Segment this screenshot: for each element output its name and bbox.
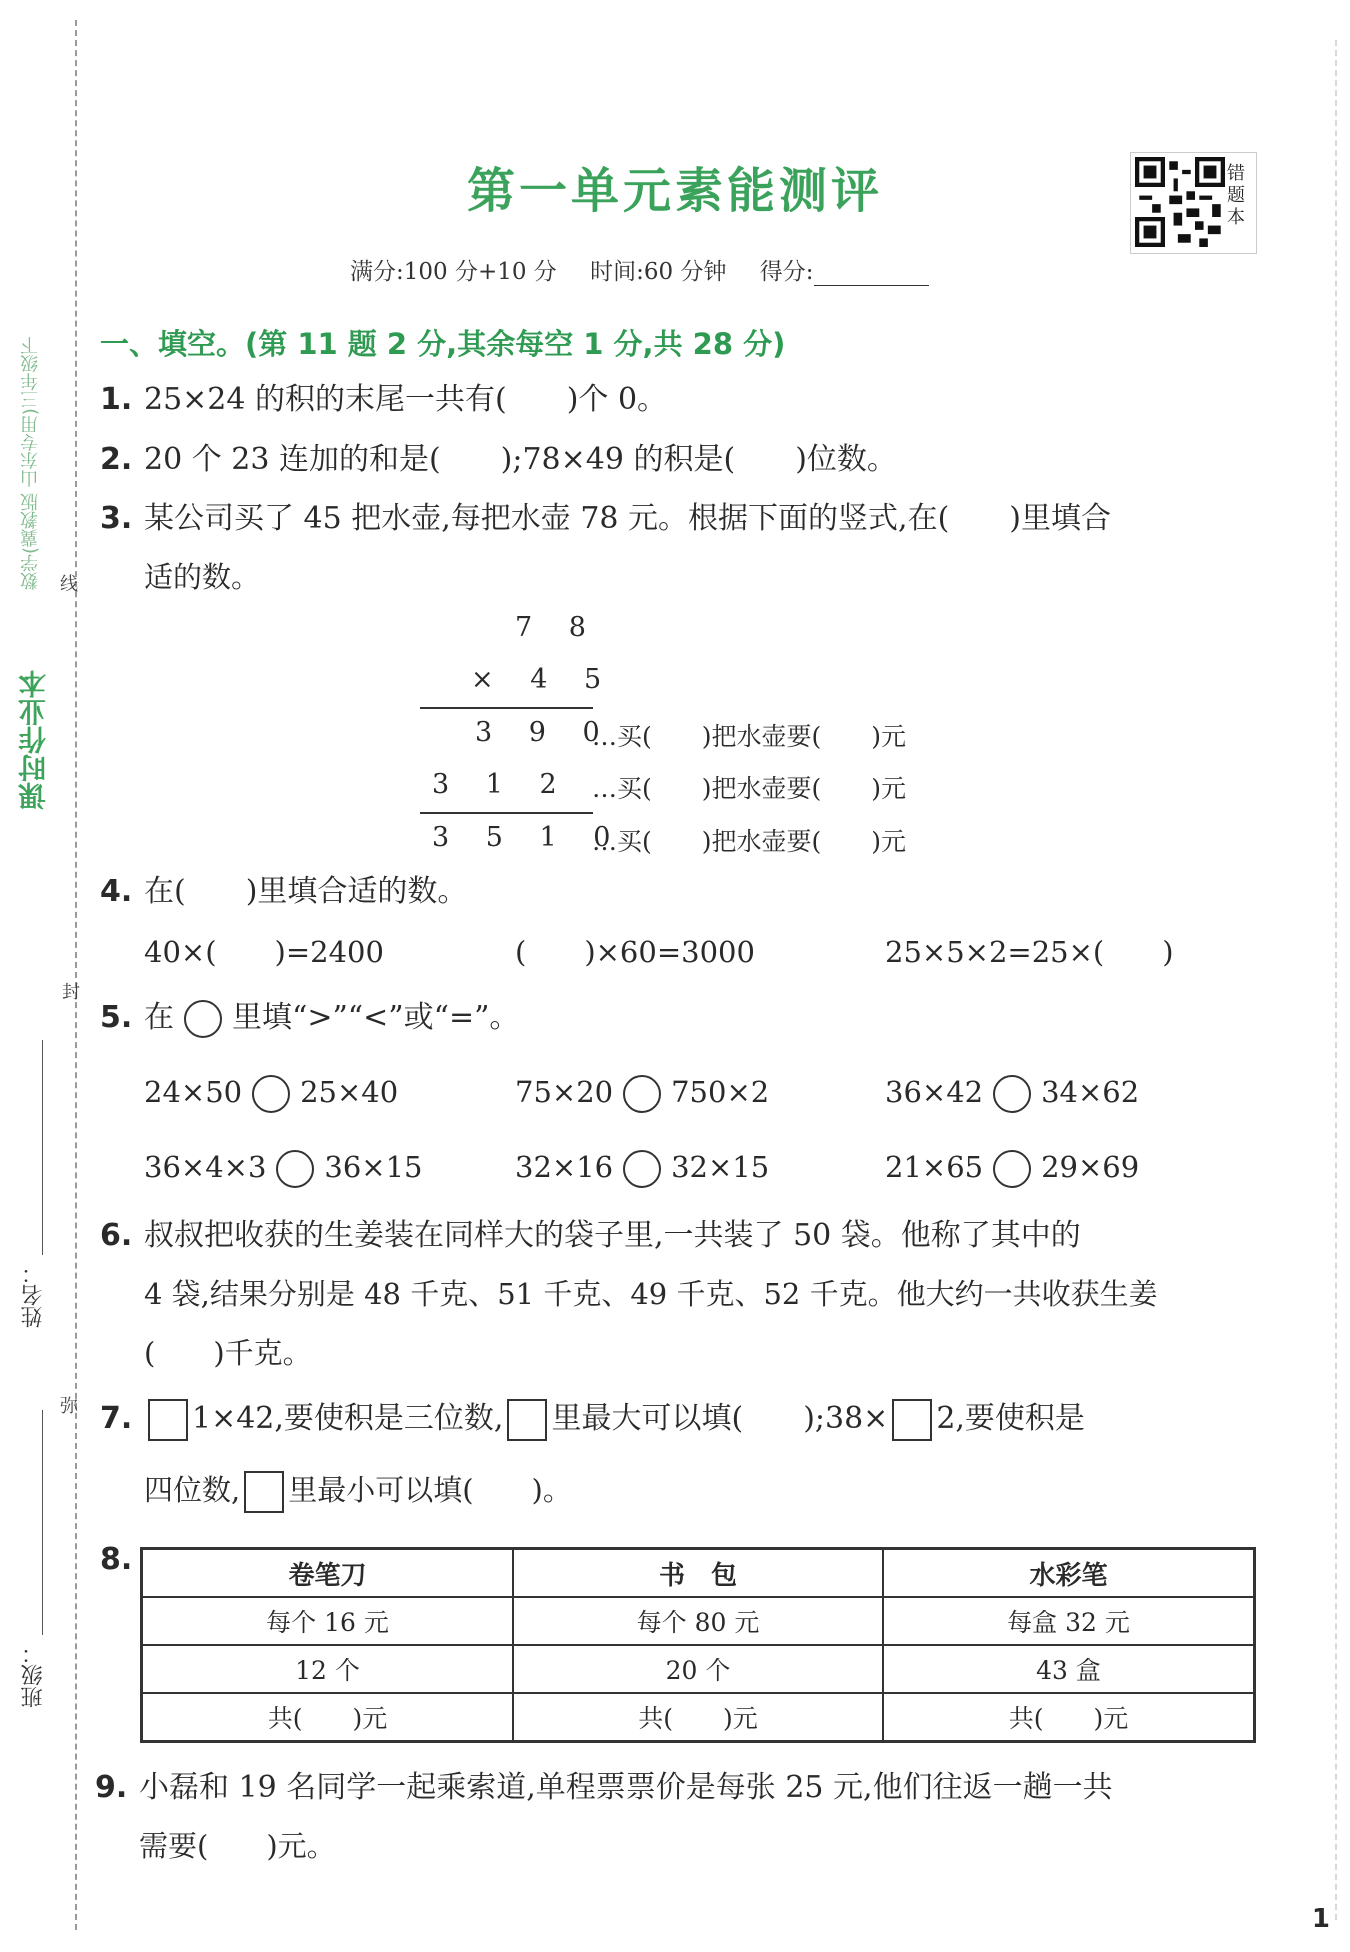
- calc-row-3: 3 9 0: [475, 717, 614, 748]
- answer-box[interactable]: [244, 1471, 284, 1513]
- right-margin-line: [1335, 40, 1337, 1920]
- question-9-line2: 需要( )元。: [139, 1829, 336, 1863]
- compare-circle[interactable]: [993, 1075, 1031, 1113]
- table-header-row: [142, 1549, 1255, 1598]
- q4-item-a: 40×( )=2400: [144, 935, 384, 969]
- answer-box[interactable]: [148, 1399, 188, 1441]
- table-answer-cell[interactable]: 共( )元: [513, 1693, 883, 1742]
- question-number: 9.: [95, 1770, 128, 1805]
- calc-note-1: …买( )把水壶要( )元: [592, 722, 907, 751]
- compare-item: 24×50 25×40: [144, 1072, 398, 1113]
- question-text: 在( )里填合适的数。: [144, 874, 468, 909]
- compare-item: 36×42 34×62: [885, 1072, 1139, 1113]
- question-7-line2: [144, 1470, 572, 1513]
- mark-feng: 封: [62, 982, 80, 1003]
- table-answer-cell[interactable]: 共( )元: [883, 1693, 1255, 1742]
- answer-box[interactable]: [892, 1399, 932, 1441]
- table-header: 卷笔刀: [142, 1549, 513, 1598]
- calc-note-3: …买( )把水壶要( )元: [592, 827, 907, 856]
- compare-circle[interactable]: [276, 1150, 314, 1188]
- question-5: [100, 998, 519, 1038]
- qr-code-icon: [1135, 157, 1225, 247]
- mark-xian: 线: [60, 574, 78, 595]
- question-9: [95, 1768, 1113, 1808]
- question-text: 里最小可以填( )。: [288, 1473, 572, 1507]
- compare-circle[interactable]: [623, 1150, 661, 1188]
- compare-item: 21×65 29×69: [885, 1147, 1139, 1188]
- compare-circle[interactable]: [252, 1075, 290, 1113]
- question-text: 20 个 23 连加的和是( );78×49 的积是( )位数。: [144, 442, 897, 477]
- question-text-post: 里填“>”“<”或“=”。: [232, 1000, 520, 1035]
- question-6-line3: ( )千克。: [144, 1336, 312, 1370]
- question-1: [100, 380, 667, 420]
- q4-item-c: 25×5×2=25×( ): [885, 935, 1174, 969]
- question-text: 2,要使积是: [936, 1401, 1085, 1436]
- calc-row-4: 3 1 2: [432, 769, 571, 800]
- calc-row-2: × 4 5: [471, 664, 616, 695]
- name-field[interactable]: [42, 1040, 43, 1255]
- full-score: 满分:100 分+10 分: [350, 259, 557, 285]
- question-8: [100, 1540, 144, 1580]
- question-number: 3.: [100, 501, 133, 536]
- question-text: 四位数,: [144, 1473, 241, 1507]
- table-row: [142, 1693, 1255, 1742]
- circle-symbol: [184, 1000, 222, 1038]
- table-cell: 每个 16 元: [142, 1597, 513, 1645]
- table-cell: 12 个: [142, 1645, 513, 1693]
- calc-note-2: …买( )把水壶要( )元: [592, 774, 907, 803]
- table-row: [142, 1597, 1255, 1645]
- page-title: 第一单元素能测评: [466, 163, 883, 219]
- compare-circle[interactable]: [623, 1075, 661, 1113]
- sidebar-grade-text: 数学(冀教版 山东专用)三年级下: [20, 336, 41, 590]
- question-6: [100, 1216, 1081, 1256]
- sidebar-brand: 课时作业本: [17, 670, 50, 810]
- class-field[interactable]: [42, 1410, 43, 1635]
- question-number: 6.: [100, 1218, 133, 1253]
- mark-mi: 弥: [60, 1396, 78, 1417]
- qr-code[interactable]: [1130, 152, 1257, 254]
- question-7: [100, 1399, 1085, 1441]
- name-label: 姓名：: [21, 1262, 46, 1328]
- calc-row-1: 7 8: [515, 612, 600, 643]
- table-cell: 20 个: [513, 1645, 883, 1693]
- answer-box[interactable]: [507, 1399, 547, 1441]
- section-heading: 一、填空。(第 11 题 2 分,其余每空 1 分,共 28 分): [100, 327, 786, 361]
- question-number: 8.: [100, 1542, 133, 1577]
- table-answer-cell[interactable]: 共( )元: [142, 1693, 513, 1742]
- binding-dashed-line: [75, 20, 77, 1930]
- question-text-pre: 在: [144, 1000, 174, 1035]
- q4-item-b: ( )×60=3000: [515, 935, 755, 969]
- question-text: 25×24 的积的末尾一共有( )个 0。: [144, 382, 668, 417]
- question-number: 5.: [100, 1000, 133, 1035]
- table-row: [142, 1645, 1255, 1693]
- question-2: [100, 440, 897, 480]
- compare-item: 75×20 750×2: [515, 1072, 769, 1113]
- price-table: [140, 1547, 1256, 1743]
- exam-meta: [350, 253, 929, 286]
- question-number: 2.: [100, 442, 133, 477]
- score-label: 得分:: [759, 259, 814, 285]
- question-4: [100, 872, 467, 912]
- score-field[interactable]: [814, 261, 929, 286]
- calc-divider-1: [420, 707, 593, 709]
- question-number: 1.: [100, 382, 133, 417]
- question-number: 4.: [100, 874, 133, 909]
- question-text: 里最大可以填( );38×: [551, 1401, 889, 1436]
- question-text: 叔叔把收获的生姜装在同样大的袋子里,一共装了 50 袋。他称了其中的: [144, 1218, 1081, 1253]
- question-text: 某公司买了 45 把水壶,每把水壶 78 元。根据下面的竖式,在( )里填合: [144, 501, 1111, 536]
- table-cell: 每个 80 元: [513, 1597, 883, 1645]
- page-number: 1: [1311, 1904, 1330, 1934]
- table-header: 水彩笔: [883, 1549, 1255, 1598]
- question-text: 1×42,要使积是三位数,: [192, 1401, 504, 1436]
- time-limit: 时间:60 分钟: [590, 259, 727, 285]
- qr-label: 错题本: [1227, 163, 1245, 228]
- table-header: 书 包: [513, 1549, 883, 1598]
- question-3-line2: 适的数。: [144, 560, 261, 594]
- calc-row-5: 3 5 1 0: [432, 822, 625, 853]
- compare-item: 36×4×3 36×15: [144, 1147, 423, 1188]
- question-number: 7.: [100, 1401, 133, 1436]
- question-text: 小磊和 19 名同学一起乘索道,单程票票价是每张 25 元,他们往返一趟一共: [139, 1770, 1113, 1805]
- question-6-line2: 4 袋,结果分别是 48 千克、51 千克、49 千克、52 千克。他大约一共收获生姜: [144, 1277, 1158, 1311]
- compare-circle[interactable]: [993, 1150, 1031, 1188]
- table-cell: 43 盒: [883, 1645, 1255, 1693]
- calc-divider-2: [420, 812, 593, 814]
- table-cell: 每盒 32 元: [883, 1597, 1255, 1645]
- question-3: [100, 499, 1111, 539]
- class-label: 班级：: [21, 1642, 46, 1708]
- compare-item: 32×16 32×15: [515, 1147, 769, 1188]
